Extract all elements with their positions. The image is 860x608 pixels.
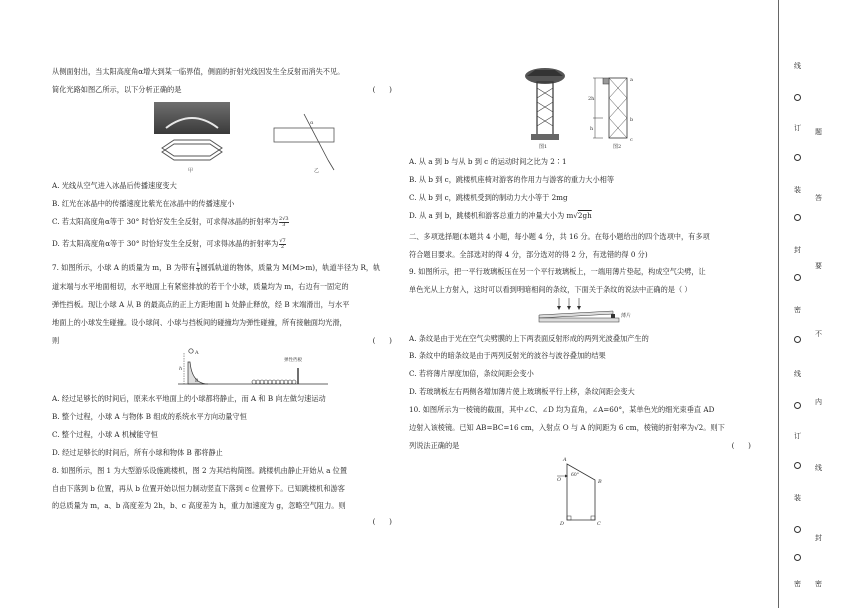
q8-option-b: B. 从 b 到 c，跳楼机座椅对游客的作用力与游客的重力大小相等 bbox=[409, 175, 615, 184]
q7-option-b: B. 整个过程，小球 A 与物体 B 组成的系统水平方向动量守恒 bbox=[52, 412, 247, 421]
q6-option-c: C. 若太阳高度角α等于 30° 时恰好发生全反射，可求得冰晶的折射率为 $\frac{2√3}{3}$ bbox=[52, 215, 289, 228]
q10-line-1: 10. 如图所示为一棱镜的截面，其中∠C、∠D 均为直角，∠A=60°，某单色光的细光束垂直 AD bbox=[409, 405, 715, 414]
intro-line-2: 简化光路如图乙所示，以下分析正确的是 bbox=[52, 85, 182, 94]
binding-char: 装 bbox=[794, 186, 801, 194]
q9-line-2: 单色光从上方射入，这时可以看到明暗相间的条纹，下面关于条纹的说法中正确的是（ ） bbox=[409, 285, 692, 294]
answer-paren: ( ) bbox=[731, 441, 751, 450]
lower-glass-plate bbox=[539, 318, 619, 322]
binding-char: 线 bbox=[794, 62, 801, 70]
q7-option-c: C. 整个过程，小球 A 机械能守恒 bbox=[52, 430, 158, 439]
q7-figure bbox=[178, 346, 328, 390]
fig-yi-label: 乙 bbox=[314, 168, 320, 174]
q7-line-5: 则 bbox=[52, 336, 60, 345]
binding-hole bbox=[794, 526, 801, 533]
q9-line-1: 9. 如图所示，把一平行玻璃板压在另一个平行玻璃板上，一端用薄片垫起，构成空气尖劈，让 bbox=[409, 267, 706, 276]
q7-option-a: A. 经过足够长的时间后，原来水平地面上的小球都将静止，而 A 和 B 向左做匀速运动 bbox=[52, 394, 326, 403]
section2-line-2: 符合题目要求。全部选对的得 4 分，部分选对的得 2 分，有选错的得 0 分) bbox=[409, 250, 648, 259]
svg-text:图2: 图2 bbox=[613, 144, 622, 150]
q7-line-3: 弹性挡板。现让小球 A 从 B 的最高点的正上方距地面 h 处静止释放，经 B 末端滑出，与水平 bbox=[52, 300, 350, 309]
answer-paren: ( ) bbox=[372, 517, 392, 526]
binding-hole bbox=[794, 402, 801, 409]
binding-char: 不 bbox=[815, 330, 822, 338]
binding-hole bbox=[794, 94, 801, 101]
binding-char: 装 bbox=[794, 494, 801, 502]
binding-hole bbox=[794, 214, 801, 221]
q10-line-3: 列说法正确的是 bbox=[409, 441, 460, 450]
ice-crystal-figure bbox=[152, 100, 352, 176]
hexagon-crystal bbox=[162, 140, 222, 156]
binding-char: 线 bbox=[815, 464, 822, 472]
fraction: $\frac{2√3}{3}$ bbox=[279, 215, 289, 228]
svg-text:C: C bbox=[597, 521, 601, 526]
svg-text:B: B bbox=[195, 379, 199, 384]
q8-option-c: C. 从 b 到 c，跳楼机受到的制动力大小等于 2mg bbox=[409, 193, 568, 202]
q9-option-a: A. 条纹是由于光在空气尖劈膜的上下两表面反射形成的两列光波叠加产生的 bbox=[409, 334, 649, 343]
prism-figure bbox=[553, 454, 615, 526]
fraction: $\frac{1}{4}$ bbox=[196, 261, 200, 274]
q6-option-a: A. 光线从空气进入冰晶后传播速度变大 bbox=[52, 181, 177, 190]
binding-margin bbox=[776, 0, 860, 608]
q7-line-2: 道末端与水平地面相切，水平地面上有紧密排放的若干个小球，质量均为 m，右边有一固定的 bbox=[52, 282, 349, 291]
binding-char: 题 bbox=[815, 128, 822, 136]
q6-option-d: D. 若太阳高度角α等于 30° 时恰好发生全反射，可求得冰晶的折射率为 $\frac{√7}{2}$ bbox=[52, 237, 286, 250]
binding-char: 密 bbox=[794, 580, 801, 588]
fraction: $\frac{√7}{2}$ bbox=[279, 237, 286, 250]
svg-text:A: A bbox=[563, 457, 567, 463]
svg-text:2h: 2h bbox=[588, 96, 595, 102]
svg-text:h: h bbox=[590, 126, 594, 132]
q7-line-4: 地面上的小球发生碰撞。设小球间、小球与挡板间的碰撞均为弹性碰撞，所有接触面均光滑， bbox=[52, 318, 347, 327]
answer-paren: ( ) bbox=[372, 85, 392, 94]
q9-option-c: C. 若将薄片厚度加倍，条纹间距会变小 bbox=[409, 369, 534, 378]
binding-hole bbox=[794, 336, 801, 343]
drop-tower-photo bbox=[525, 68, 565, 140]
thin-spacer bbox=[611, 314, 615, 318]
svg-text:60°: 60° bbox=[571, 473, 579, 478]
drop-tower-diagram bbox=[588, 77, 633, 143]
svg-text:α: α bbox=[310, 120, 314, 126]
q8-line-3: 的总质量为 m，a、b 高度差为 2h，b、c 高度差为 h，重力加速度为 g，忽略空气阻力。则 bbox=[52, 501, 346, 510]
svg-text:薄片: 薄片 bbox=[621, 313, 632, 319]
svg-text:b: b bbox=[630, 117, 634, 123]
binding-char: 封 bbox=[815, 534, 822, 542]
svg-text:D: D bbox=[560, 521, 565, 526]
binding-hole bbox=[794, 462, 801, 469]
q7-line-1: 7. 如图所示，小球 A 的质量为 m，B 为带有 $\frac{1}{4}$ 圆弧轨道的物体，质量为 M(M>m)，轨道半径为 R，轨 bbox=[52, 261, 381, 274]
svg-text:c: c bbox=[630, 137, 633, 143]
q6-option-b: B. 红光在冰晶中的传播速度比紫光在冰晶中的传播速度小 bbox=[52, 199, 235, 208]
binding-char: 密 bbox=[794, 306, 801, 314]
q8-option-d: D. 从 a 到 b，跳楼机和游客总重力的冲量大小为 m√2gh bbox=[409, 211, 592, 220]
binding-line bbox=[778, 0, 779, 608]
binding-char: 内 bbox=[815, 398, 822, 406]
svg-text:O: O bbox=[557, 477, 562, 483]
binding-char: 要 bbox=[815, 262, 822, 270]
prism-side bbox=[274, 128, 334, 142]
svg-text:A: A bbox=[195, 350, 199, 356]
q8-line-1: 8. 如图所示，图 1 为大型游乐设施跳楼机，图 2 为其结构简图。跳楼机由静止开始从 a 位置 bbox=[52, 466, 348, 475]
q9-option-d: D. 若玻璃板左右两侧各增加薄片使上玻璃板平行上移，条纹间距会变大 bbox=[409, 387, 635, 396]
binding-hole bbox=[794, 274, 801, 281]
ball-row bbox=[252, 380, 296, 384]
fig-jia-label: 甲 bbox=[188, 168, 194, 174]
svg-text:B: B bbox=[598, 479, 602, 485]
q10-line-2: 边射入该棱镜。已知 AB=BC=16 cm，入射点 O 与 A 的间距为 6 cm，棱镜的折射率为√2。则下 bbox=[409, 423, 725, 432]
q8-option-a: A. 从 a 到 b 与从 b 到 c 的运动时间之比为 2∶1 bbox=[409, 157, 567, 166]
binding-char: 订 bbox=[794, 432, 801, 440]
section2-line-1: 二、多项选择题(本题共 4 小题，每小题 4 分，共 16 分。在每小题给出的四个选项中，有多项 bbox=[409, 232, 710, 241]
q7-option-d: D. 经过足够长的时间后，所有小球和物体 B 都将静止 bbox=[52, 448, 223, 457]
binding-char: 密 bbox=[815, 580, 822, 588]
binding-char: 订 bbox=[794, 124, 801, 132]
binding-hole bbox=[794, 154, 801, 161]
q9-option-b: B. 条纹中的暗条纹是由于两列反射光的波谷与波谷叠加的结果 bbox=[409, 351, 606, 360]
svg-text:h: h bbox=[179, 366, 183, 372]
binding-char: 线 bbox=[794, 370, 801, 378]
binding-hole bbox=[794, 554, 801, 561]
svg-text:图1: 图1 bbox=[539, 144, 548, 150]
air-wedge-figure bbox=[529, 296, 649, 326]
upper-glass-plate bbox=[539, 311, 613, 318]
binding-char: 答 bbox=[815, 194, 822, 202]
binding-char: 封 bbox=[794, 246, 801, 254]
drop-tower-figure bbox=[513, 64, 653, 150]
answer-paren: ( ) bbox=[372, 336, 392, 345]
svg-text:弹性挡板: 弹性挡板 bbox=[284, 358, 302, 363]
q8-line-2: 自由下落到 b 位置，再从 b 位置开始以恒力制动竖直下落到 c 位置停下。已知跳楼机和游客 bbox=[52, 484, 345, 493]
intro-line-1: 从侧面射出，当太阳高度角α增大到某一临界值，侧面的折射光线因发生全反射而消失不见。 bbox=[52, 67, 345, 76]
svg-text:a: a bbox=[630, 77, 633, 83]
